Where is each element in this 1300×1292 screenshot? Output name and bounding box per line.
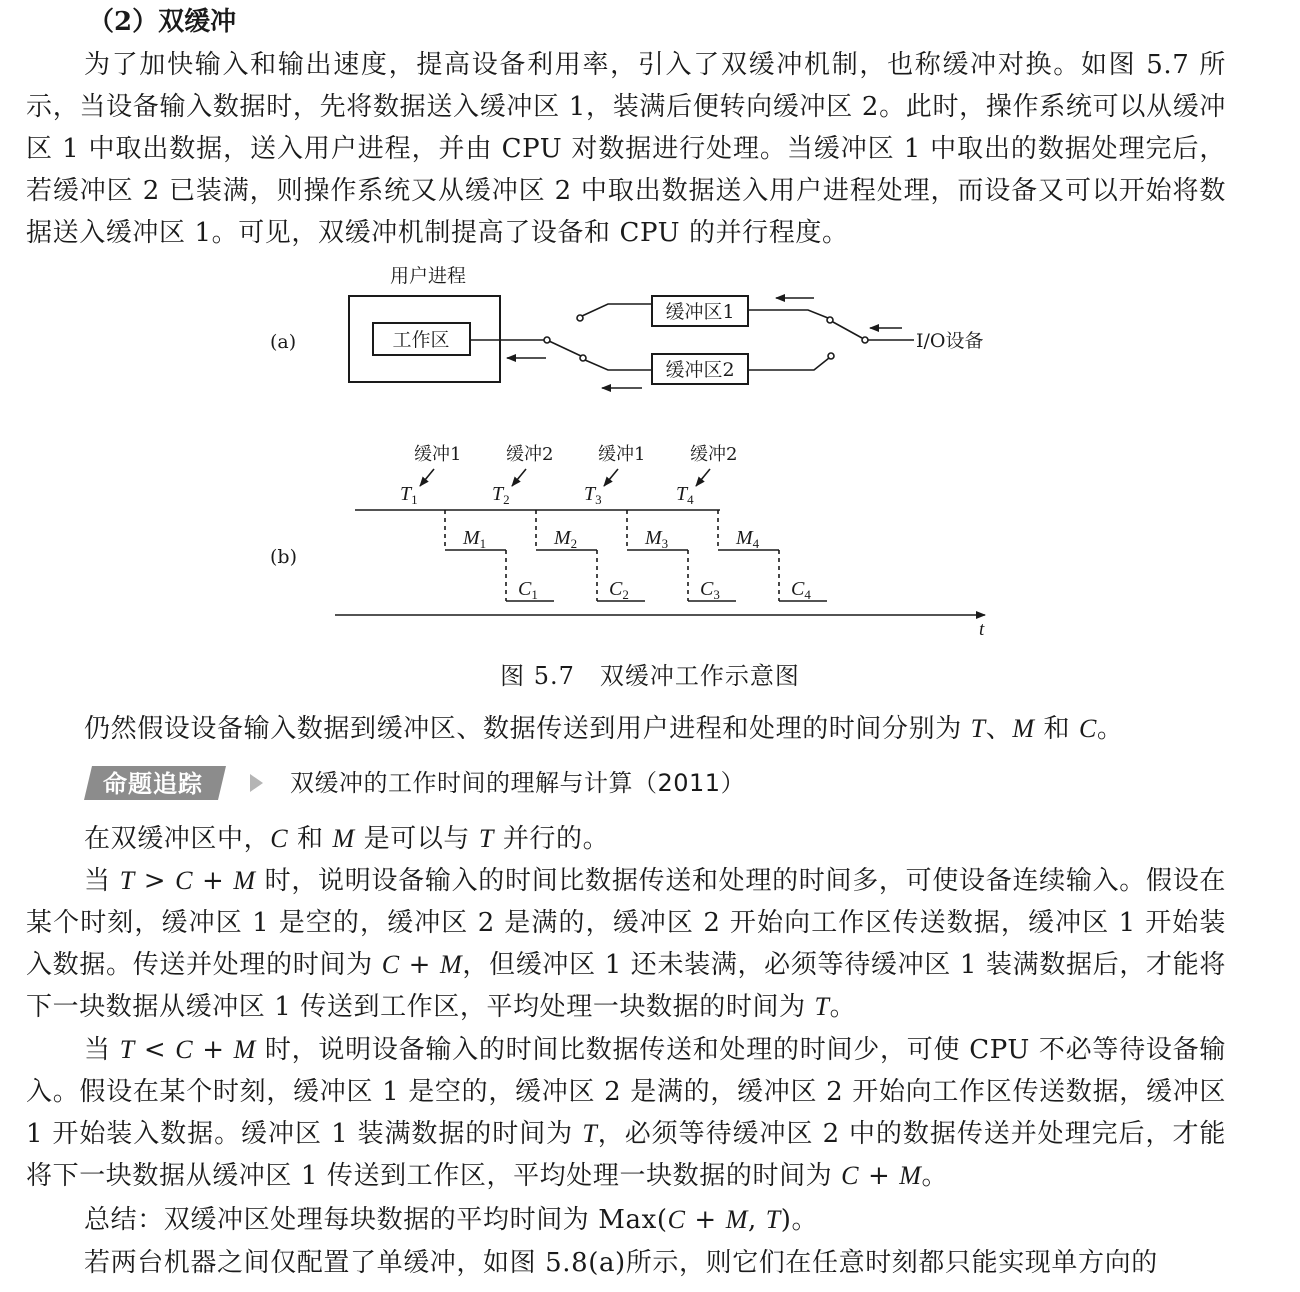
c-label-4: $C_4$ [791, 578, 811, 602]
buffer-pointer-2 [512, 469, 526, 486]
wire-buffer1-left [582, 304, 652, 316]
buffer2-label: 缓冲区2 [665, 359, 735, 381]
buffer-label-1: 缓冲1 [414, 444, 462, 465]
buffer-label-3: 缓冲1 [598, 444, 646, 465]
t-label-2: $T_2$ [492, 483, 510, 507]
time-axis-label: t [979, 619, 985, 640]
c-label-2: $C_2$ [609, 578, 629, 602]
buffer-pointer-4 [696, 469, 710, 486]
buffer-pointer-3 [604, 469, 618, 486]
user-process-label: 用户进程 [390, 265, 467, 287]
figure-caption: 图 5.7 双缓冲工作示意图 [500, 662, 800, 690]
left-switch-blade [549, 341, 581, 356]
c-label-3: $C_3$ [700, 578, 720, 602]
buffer-label-4: 缓冲2 [690, 444, 738, 465]
io-device-label: I/O设备 [916, 330, 984, 352]
wire-buffer2-left [585, 360, 652, 370]
figure-part-b [270, 444, 985, 640]
t-label-1: $T_1$ [400, 483, 418, 507]
m-label-2: $M_2$ [554, 527, 578, 551]
m-label-1: $M_1$ [463, 527, 487, 551]
paragraph-single-buffer: 若两台机器之间仅配置了单缓冲，如图 5.8(a)所示，则它们在任意时刻都只能实现单方向的 [84, 1248, 1158, 1278]
exam-tracker-text: 双缓冲的工作时间的理解与计算（2011） [290, 769, 746, 797]
work-area-label: 工作区 [392, 329, 450, 351]
right-switch-pivot [862, 337, 868, 343]
wire-buffer1-right [748, 310, 828, 318]
right-switch-contact-top [827, 317, 833, 323]
figure-label-b: (b) [270, 546, 297, 568]
m-label-3: $M_3$ [645, 527, 669, 551]
c-label-1: $C_1$ [518, 578, 538, 602]
buffer-pointer-1 [420, 469, 434, 486]
exam-tracker-badge [84, 766, 226, 800]
figure-5-7 [0, 256, 1300, 656]
paragraph-case-t-less: 当 T < C + M 时，说明设备输入的时间比数据传送和处理的时间少，可使 CPU 不必等待设备输入。假设在某个时刻，缓冲区 1 是空的，缓冲区 2 是满的，缓冲区 2 开始向工作区传送数据，缓冲区 1 开始装入数据。缓冲区 1 装满数据的时间为 T，必须等待缓冲区 2 中的数据传送并处理完后，才能将下一块数据从缓冲区 1 传送到工作区，平均处理一块数据的时间为 C + M。 [26, 1035, 1227, 1191]
t-label-3: $T_3$ [584, 483, 602, 507]
m-label-4: $M_4$ [736, 527, 760, 551]
right-switch-contact-bottom [828, 353, 834, 359]
svg-text:命题追踪: 命题追踪 [103, 770, 203, 798]
t-label-4: $T_4$ [676, 483, 694, 507]
paragraph-case-t-greater: 当 T > C + M 时，说明设备输入的时间比数据传送和处理的时间多，可使设备连续输入。假设在某个时刻，缓冲区 1 是空的，缓冲区 2 是满的，缓冲区 2 开始向工作区传送数据，缓冲区 1 开始装入数据。传送并处理的时间为 C + M，但缓冲区 1 还未装满，必须等待缓冲区 1 装满数据后，才能将下一块数据从缓冲区 1 传送到工作区，平均处理一块数据的时间为 T。 [26, 866, 1227, 1022]
paragraph-parallel: 在双缓冲区中，C 和 M 是可以与 T 并行的。 [84, 824, 610, 854]
paragraph-summary: 总结：双缓冲区处理每块数据的平均时间为 Max(C + M, T)。 [84, 1205, 819, 1235]
buffer-label-2: 缓冲2 [506, 444, 554, 465]
paragraph-time-assumption: 仍然假设设备输入数据到缓冲区、数据传送到用户进程和处理的时间分别为 T、M 和 C。 [84, 714, 1124, 744]
figure-part-a [270, 265, 983, 388]
right-switch-blade [833, 322, 862, 338]
figure-label-a: (a) [270, 331, 297, 353]
section-heading: （2）双缓冲 [88, 7, 237, 37]
paragraph-double-buffer-intro: 为了加快输入和输出速度，提高设备利用率，引入了双缓冲机制，也称缓冲对换。如图 5.7 所示，当设备输入数据时，先将数据送入缓冲区 1，装满后便转向缓冲区 2。此时，操作系统可以从缓冲区 1 中取出数据，送入用户进程，并由 CPU 对数据进行处理。当缓冲区 1 中取出的数据处理完后，若缓冲区 2 已装满，则操作系统又从缓冲区 2 中取出数据送入用户进程处理，而设备又可以开始将数据送入缓冲区 1。可见，双缓冲机制提高了设备和 CPU 的并行程度。 [26, 50, 1226, 248]
left-switch-pivot [544, 337, 550, 343]
tracker-arrow-icon [250, 774, 263, 792]
buffer1-label: 缓冲区1 [665, 301, 735, 323]
wire-buffer2-right [748, 358, 829, 370]
